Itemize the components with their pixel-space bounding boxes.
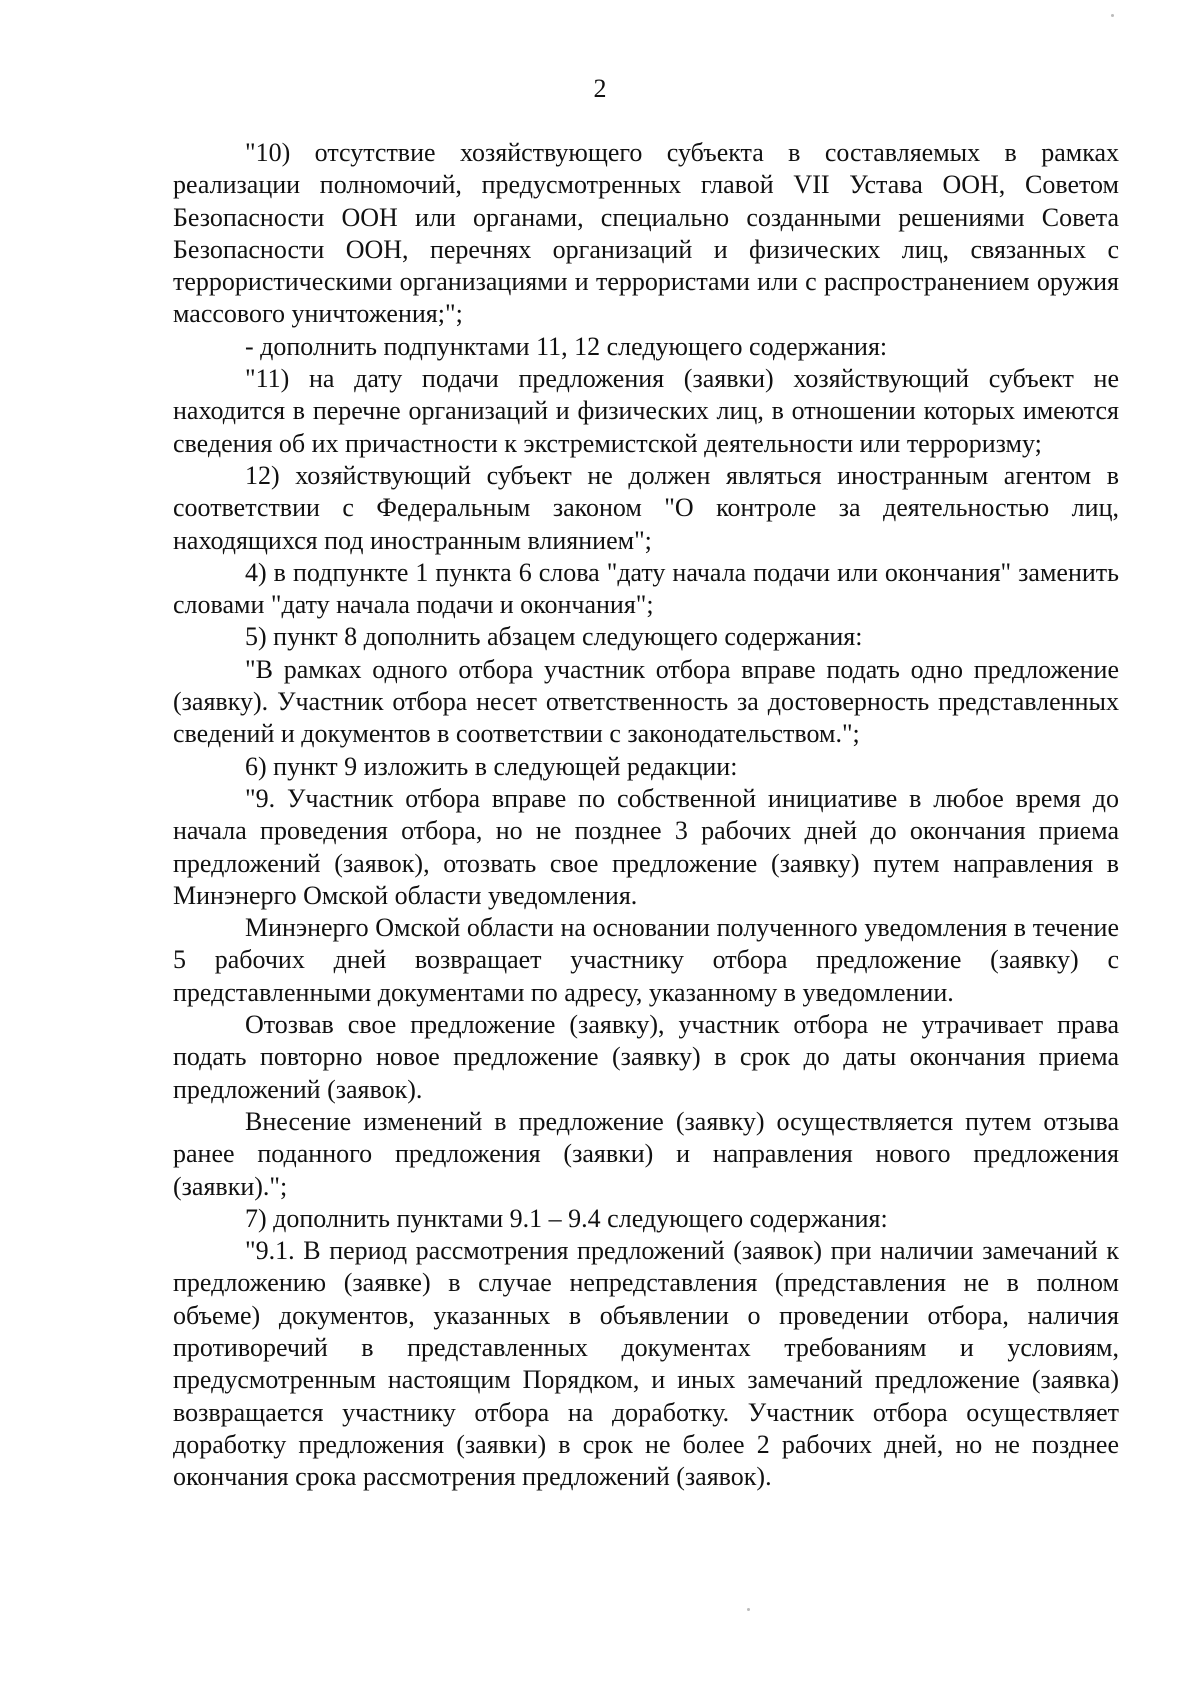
paragraph-amendment-5: 5) пункт 8 дополнить абзацем следующего содержания:: [245, 622, 863, 652]
paragraph-amendment-7: 7) дополнить пунктами 9.1 – 9.4 следующего содержания:: [245, 1203, 888, 1233]
paragraph-amendment-4: 4) в подпункте 1 пункта 6 слова "дату начала подачи или окончания" заменить словами "дату начала подачи и окончания";: [173, 557, 1119, 620]
paragraph-amendment-6: 6) пункт 9 изложить в следующей редакции:: [245, 751, 738, 781]
paragraph-clause-9-1-text: "9.1. В период рассмотрения предложений (заявок) при наличии замечаний к предложению (заявке) в случае непредставления (представления не в полном объеме) документов, указанных в объявлении о проведении отбора, наличия противоречий в представленных документах требованиям и условиям, предусмотренным настоящим Порядком, и иных замечаний предложение (заявка) возвращается участнику отбора на доработку. Участник отбора осуществляет доработку предложения (заявки) в срок не более 2 рабочих дней, но не позднее окончания срока рассмотрения предложений (заявок).: [173, 1236, 1119, 1492]
scan-speck: [1111, 14, 1114, 17]
document-body: [173, 137, 1119, 1493]
paragraph-clause-9-return: Минэнерго Омской области на основании полученного уведомления в течение 5 рабочих дней возвращает участнику отбора предложение (заявку) с представленными документами по адресу, указанному в уведомлении.: [173, 913, 1119, 1007]
paragraph-clause-9-changes: Внесение изменений в предложение (заявку) осуществляется путем отзыва ранее поданного предложения (заявки) и направления нового предложения (заявки).";: [173, 1106, 1119, 1201]
paragraph-item-12: 12) хозяйствующий субъект не должен являться иностранным агентом в соответствии с Федеральным законом "О контроле за деятельностью лиц, находящихся под иностранным влиянием";: [173, 460, 1119, 555]
paragraph-clause-9-text: "9. Участник отбора вправе по собственной инициативе в любое время до начала проведения отбора, но не позднее 3 рабочих дней до окончания приема предложений (заявок), отозвать свое предложение (заявку) путем направления в Минэнерго Омской области уведомления.: [173, 783, 1119, 910]
paragraph-clause-9-rights: Отозвав свое предложение (заявку), участник отбора не утрачивает права подать повторно новое предложение (заявку) в срок до даты окончания приема предложений (заявок).: [173, 1010, 1119, 1104]
paragraph-clause-8-text: "В рамках одного отбора участник отбора вправе подать одно предложение (заявку). Участник отбора несет ответственность за достоверность представленных сведений и документов в соответствии с законодательством.";: [173, 654, 1119, 749]
paragraph-amend-subitems: - дополнить подпунктами 11, 12 следующего содержания:: [245, 331, 888, 361]
scan-speck: [747, 1608, 750, 1611]
page-number: 2: [593, 74, 607, 103]
paragraph-item-11: "11) на дату подачи предложения (заявки) хозяйствующий субъект не находится в перечне организаций и физических лиц, в отношении которых имеются сведения об их причастности к экстремистской деятельности или терроризму;: [173, 364, 1119, 458]
paragraph-item-10: "10) отсутствие хозяйствующего субъекта в составляемых в рамках реализации полномочий, предусмотренных главой VII Устава ООН, Советом Безопасности ООН или органами, специально созданными решениями Совета Безопасности ООН, перечнях организаций и физических лиц, связанных с террористическими организациями и террористами или с распространением оружия массового уничтожения;";: [173, 138, 1119, 329]
